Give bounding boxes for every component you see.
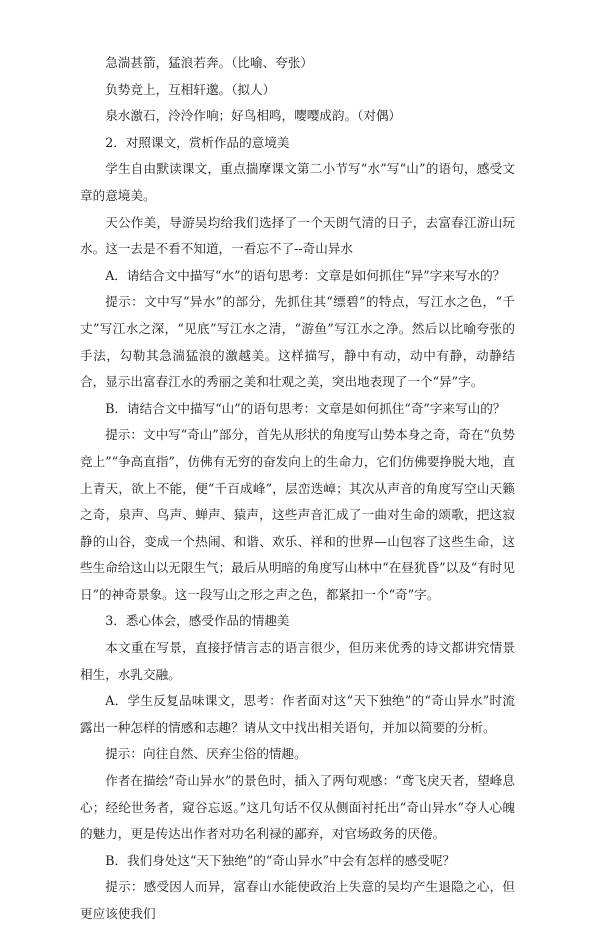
section-heading-3: 3．悉心体会，感受作品的情趣美 bbox=[105, 613, 290, 629]
question-a-water: A．请结合文中描写“水”的语句思考：文章是如何抓住“异”字来写水的？ bbox=[105, 267, 506, 283]
paragraph-12: 本文重在写景，直接抒情言志的语言很少，但历来优秀的诗文都讲究情景相生，水乳交融。 bbox=[80, 640, 515, 682]
paragraph-5: 学生自由默读课文，重点揣摩课文第二小节写“水”写“山”的语句，感受文章的意境美。 bbox=[80, 161, 515, 203]
paragraph-2: 负势竞上，互相轩邈。（拟人） bbox=[105, 81, 276, 97]
question-a-emotion: A．学生反复品味课文，思考：作者面对这“天下独绝”的“奇山异水”时流露出一种怎样的情感和志趣？请从文中找出相关语句，并加以简要的分析。 bbox=[80, 693, 515, 735]
hint-water: 提示：文中写“异水”的部分，先抓住其“缥碧”的特点，写江水之色，“千丈”写江水之深，“见底”写江水之清，“游鱼”写江水之净。然后以比喻夸张的手法，勾勒其急湍猛浪的激越美。这样描写，静中有动，动中有静，动静结合，显示出富春江水的秀丽之美和壮观之美，突出地表现了一个“异”字。 bbox=[80, 294, 515, 390]
question-b-mountain: B．请结合文中描写“山”的语句思考：文章是如何抓住“奇”字来写山的？ bbox=[105, 400, 506, 416]
hint-mountain: 提示：文中写“奇山”部分，首先从形状的角度写山势本身之奇，奇在“负势竞上”“争高直指”，仿佛有无穷的奋发向上的生命力，它们仿佛要挣脱大地，直上青天，欲上不能，便“千百成峰”，层峦迭嶂；其次从声音的角度写空山天籁之奇，泉声、鸟声、蝉声、猿声，这些声音汇成了一曲对生命的颂歌，把这寂静的山谷，变成一个热闹、和谐、欢乐、祥和的世界—山包容了这些生命，这些生命给这山以无限生气；最后从明暗的角度写山林中“在昼犹昏”以及“有时见日”的神奇景象。这一段写山之形之声之色，都紧扣一个“奇”字。 bbox=[80, 427, 515, 602]
hint-feeling: 提示：感受因人而异，富春山水能使政治上失意的吴均产生退隐之心，但更应该使我们 bbox=[80, 879, 515, 921]
paragraph-1: 急湍甚箭，猛浪若奔。（比喻、夸张） bbox=[105, 55, 313, 70]
hint-emotion: 提示：向往自然、厌弃尘俗的情趣。 bbox=[105, 746, 307, 762]
paragraph-3: 泉水激石，泠泠作响；好鸟相鸣，嘤嘤成韵。（对偶） bbox=[105, 108, 402, 124]
paragraph-6: 天公作美，导游吴均给我们选择了一个天朗气清的日子，去富春江游山玩水。这一去是不看不知道，一看忘不了--奇山异水 bbox=[80, 214, 515, 257]
question-b-feeling: B．我们身处这“天下独绝”的“奇山异水”中会有怎样的感受呢？ bbox=[105, 852, 456, 868]
paragraph-15: 作者在描绘“奇山异水”的景色时，插入了两句观感：“鸢飞戾天者，望峰息心；经纶世务者，窥谷忘返。”这几句话不仅从侧面衬托出“奇山异水”夺人心魄的魅力，更是传达出作者对功名利禄的鄙弃，对官场政务的厌倦。 bbox=[80, 773, 515, 842]
section-heading-2: 2．对照课文，赏析作品的意境美 bbox=[105, 134, 290, 150]
